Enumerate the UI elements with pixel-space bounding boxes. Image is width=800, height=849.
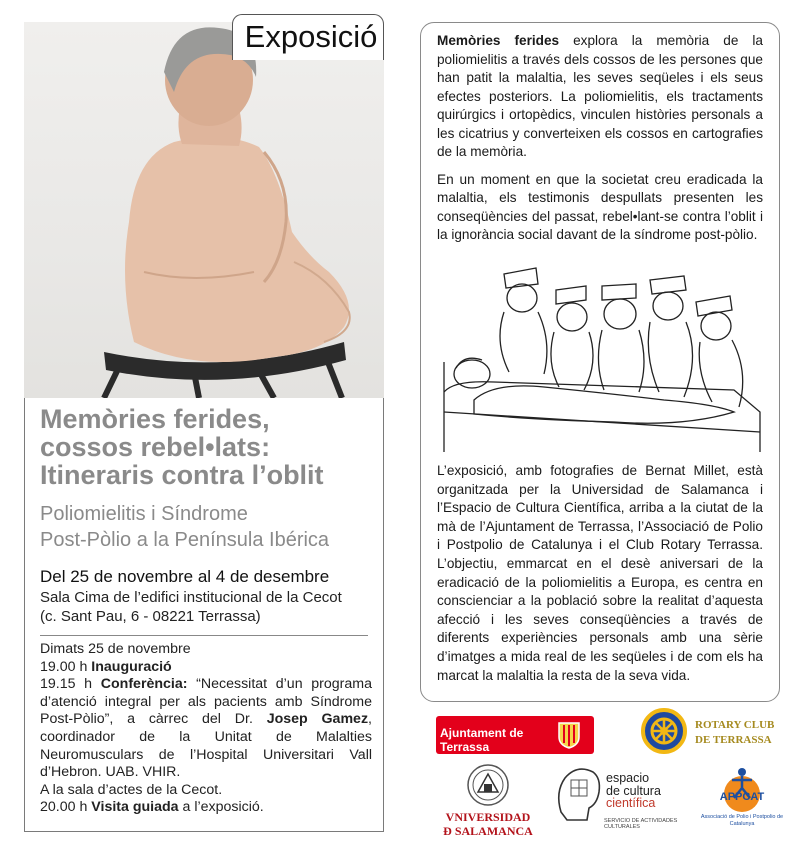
schedule-item-guided-visit [40,799,372,817]
conference-text: “Necessitat d’un programa d’atenció integral per als pacients amb Síndrome Post-Pòlio”, a càrrec del Dr. [40,676,372,728]
usal-line-2: Ð SALAMANCA [443,824,533,838]
rotary-line-1: ROTARY CLUB [695,719,775,731]
schedule-title: Conferència: [100,676,188,693]
schedule-item-conference [40,676,372,782]
schedule-time: 19.00 h [40,658,88,675]
university-seal-icon [464,762,512,808]
description-body: explora la memòria de la poliomielitis a través dels cossos de les persones que han patit la malaltia, les seves seqüeles i els seus efectes posteriors. La poliomielitis, els tractaments quirúrgics i ortopèdics, vinculen històries personals a les cicatrius y converteixen els cossos en cartografies de la memòria. [437,33,763,159]
title-line-1: Memòries ferides, [40,404,270,434]
ecc-line-2: de cultura [606,783,661,798]
appcat-logo-subtext: Associació de Polio i Postpolio de Catalunya [700,814,784,827]
appcat-label: APPCAT [719,791,765,803]
venue-line-1: Sala Cima de l’edifici institucional de la Cecot [40,589,342,606]
exhibition-photo [24,22,384,398]
conference-place: A la sala d’actes de la Cecot. [40,781,223,798]
venue-line-2: (c. Sant Pau, 6 - 08221 Terrassa) [40,608,261,625]
schedule-day: Dimats 25 de novembre [40,641,191,657]
usal-line-1: VNIVERSIDAD [445,810,531,824]
rotary-logo [641,708,687,754]
title-line-2: cossos rebel•lats: [40,432,271,462]
header-tab-label: Exposició [244,19,378,54]
guided-visit-text: a l’exposició. [182,799,264,816]
conference-text-2: , coordinador de la Unitat de Malalties Neuromusculars de l’Hospital Universitari Vall d’Hebron. UAB. VHIR. [40,711,372,781]
schedule-title: Inauguració [91,658,172,675]
usal-seal [464,762,512,808]
subtitle-line-1: Poliomielitis i Síndrome [40,503,248,525]
rotary-logo-text [695,718,790,748]
ecc-logo-text [606,772,692,810]
rotary-wheel-icon [641,708,687,754]
nurses-illustration [434,262,768,458]
ecc-logo [553,762,603,824]
description-text [437,32,763,254]
terrassa-logo-text: Ajuntament de Terrassa [440,726,524,754]
rotary-line-2: DE TERRASSA [695,734,772,746]
ecc-line-1: espacio [606,771,650,785]
ecc-line-3: científica [606,796,656,810]
usal-logo-text [438,810,538,838]
terrassa-shield-icon [556,721,582,749]
schedule [40,641,372,817]
ecc-logo-subtext: SERVICIO DE ACTIVIDADES CULTURALES [604,818,678,830]
head-profile-icon [553,762,603,824]
title-line-3: Itineraris contra l’oblit [40,460,324,490]
conference-speaker: Josep Gamez [266,711,369,728]
exhibition-venue [40,588,380,626]
description-title: Memòries ferides [437,33,560,48]
exhibition-dates: Del 25 de novembre al 4 de desembre [40,567,330,586]
description-paragraph-3: L’exposició, amb fotografies de Bernat Millet, està organitzada per la Universidad de Salamanca i l’Espacio de Cultura Científica, arriba a la ciutat de la mà de l’Ajuntament de Terrassa, l’Associació de Polio i Postpolio de Catalunya i el Club Rotary Terrassa. L’objectiu, emmarcat en el desè aniversari de la eradicació de la poliomielitis a Europa, es centra en conscienciar a la població sobre la realitat d’aquesta afecció i les seves conseqüències a través de diferents experiències personals amb una sèrie d’imatges a mida real de les seqüeles i de com els ha marcat la malaltia la resta de la seva vida. [437,463,763,683]
exhibition-subtitle [40,501,380,553]
schedule-time: 20.00 h [40,799,88,816]
description-paragraph-2: En un moment en que la societat creu eradicada la malaltia, els testimonis despullats presenten les conseqüències del passat, rebel•lant-se contra l’oblit i la ignorància social davant de la síndrome post-pòlio. [437,171,763,242]
schedule-title: Visita guiada [91,799,179,816]
schedule-item-inauguration [40,659,372,677]
subtitle-line-2: Post-Pòlio a la Península Ibérica [40,529,330,551]
description-paragraph-1 [437,32,763,162]
divider [40,635,368,636]
exhibition-title [40,405,380,489]
schedule-time: 19.15 h [40,676,93,693]
